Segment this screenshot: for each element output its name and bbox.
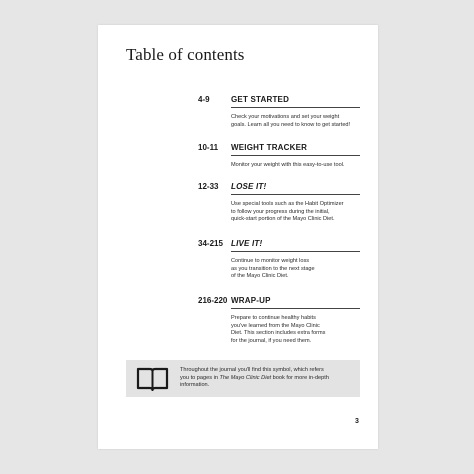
toc-entry-wrap-up bbox=[198, 296, 360, 344]
description-line: goals. Learn all you need to know to get started! bbox=[231, 121, 351, 128]
callout-text bbox=[180, 367, 358, 390]
toc-entry-header bbox=[198, 239, 360, 251]
description-line: Use special tools such as the Habit Optimizer bbox=[231, 201, 344, 207]
callout-line bbox=[180, 375, 358, 383]
toc-entry-header bbox=[198, 95, 360, 107]
description-line: to follow your progress during the initial, bbox=[231, 208, 330, 215]
toc-section-name: GET STARTED bbox=[231, 95, 290, 104]
divider bbox=[231, 155, 360, 156]
toc-page-range: 216-220 bbox=[198, 296, 228, 305]
book-title: The Mayo Clinic Diet bbox=[219, 374, 272, 381]
divider bbox=[231, 107, 360, 108]
description-line: as you transition to the next stage bbox=[231, 265, 315, 272]
callout-segment: you to pages in bbox=[180, 374, 220, 381]
document-page bbox=[98, 25, 378, 449]
callout-line: information. bbox=[180, 382, 210, 389]
toc-section-description bbox=[231, 201, 363, 224]
toc-page-range: 10-11 bbox=[198, 143, 219, 152]
toc-page-range: 4-9 bbox=[198, 95, 210, 104]
toc-entry-live-it bbox=[198, 239, 360, 280]
toc-section-description bbox=[231, 258, 363, 281]
toc-entry-weight-tracker bbox=[198, 143, 360, 168]
description-line: for the journal, if you need them. bbox=[231, 337, 312, 344]
description-line: Monitor your weight with this easy-to-use tool. bbox=[231, 162, 345, 168]
callout-line: Throughout the journal you'll find this symbol, which refers bbox=[180, 367, 324, 373]
description-line: Diet. This section includes extra forms bbox=[231, 330, 326, 337]
toc-entry-header bbox=[198, 182, 360, 194]
toc-entry-header bbox=[198, 143, 360, 155]
page-title: Table of contents bbox=[126, 45, 245, 64]
description-line: you've learned from the Mayo Clinic bbox=[231, 322, 320, 329]
toc-section-name: WEIGHT TRACKER bbox=[231, 143, 308, 152]
divider bbox=[231, 251, 360, 252]
toc-entry-get-started bbox=[198, 95, 360, 128]
toc-section-name: WRAP-UP bbox=[231, 296, 271, 305]
toc-page-range: 12-33 bbox=[198, 182, 219, 191]
description-line: Check your motivations and set your weight bbox=[231, 114, 340, 120]
toc-entry-header bbox=[198, 296, 360, 308]
callout-segment: book for more in-depth bbox=[271, 374, 329, 381]
toc-section-description bbox=[231, 315, 363, 345]
description-line: Continue to monitor weight loss bbox=[231, 258, 310, 264]
description-line: Prepare to continue healthy habits bbox=[231, 315, 316, 321]
toc-entry-lose-it bbox=[198, 182, 360, 223]
divider bbox=[231, 194, 360, 195]
toc-section-name: LOSE IT! bbox=[231, 182, 267, 191]
toc-section-description bbox=[231, 114, 363, 129]
toc-page-range: 34-215 bbox=[198, 239, 223, 248]
page-number: 3 bbox=[355, 418, 359, 425]
divider bbox=[231, 308, 360, 309]
book-reference-callout bbox=[126, 360, 360, 397]
open-book-icon bbox=[136, 366, 169, 391]
description-line: of the Mayo Clinic Diet. bbox=[231, 273, 289, 280]
toc-section-name: LIVE IT! bbox=[231, 239, 263, 248]
description-line: quick-start portion of the Mayo Clinic Diet. bbox=[231, 216, 335, 223]
toc-section-description bbox=[231, 162, 363, 170]
